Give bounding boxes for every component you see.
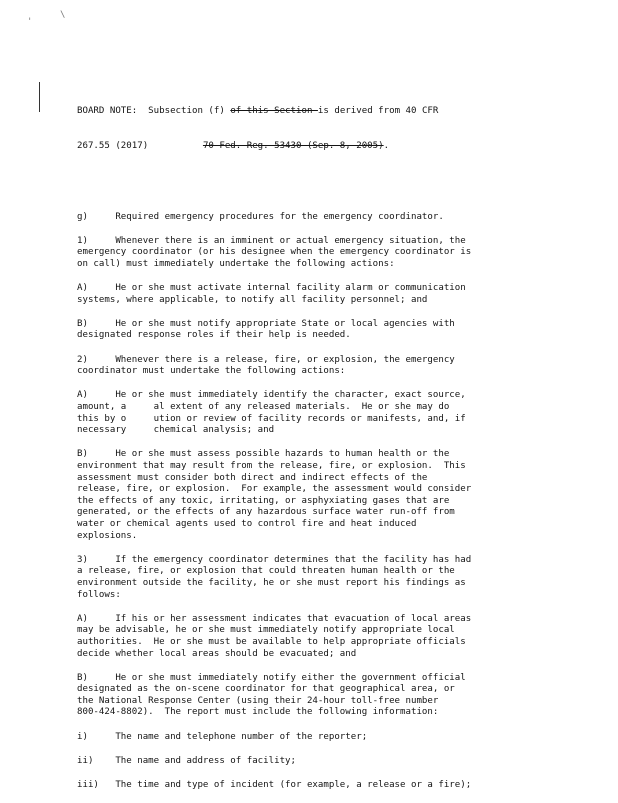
paragraph xyxy=(77,319,547,342)
text-line: B) He or she must assess possible hazards to human health or the xyxy=(77,449,450,460)
text-line: ii) The name and address of facility; xyxy=(77,755,296,766)
text-line: 2) Whenever there is a release, fire, or explosion, the emergency xyxy=(77,354,455,365)
sections xyxy=(77,212,547,792)
text-line: follows: xyxy=(77,589,121,600)
text-line: 800-424-8802). The report must include the following information: xyxy=(77,707,439,718)
paragraph xyxy=(77,236,547,271)
board-note-line-2 xyxy=(77,141,547,153)
board-note-text: is derived from 40 CFR xyxy=(317,106,439,117)
text-line: authorities. He or she must be available to help appropriate officials xyxy=(77,636,466,647)
paragraph xyxy=(77,355,547,378)
text-line: emergency coordinator (or his designee when the emergency coordinator is xyxy=(77,247,472,258)
text-line: i) The name and telephone number of the reporter; xyxy=(77,731,368,742)
deleted-text: of this Section xyxy=(230,106,318,117)
text-line: the effects of any toxic, irritating, or asphyxiating gases that are xyxy=(77,495,450,506)
board-note-text: . xyxy=(383,140,390,151)
paragraph xyxy=(77,449,547,542)
text-line: assessment must consider both direct and indirect effects of the xyxy=(77,472,428,483)
text-line: the National Response Center (using their 24-hour toll-free number xyxy=(77,695,439,706)
paragraph xyxy=(77,283,547,306)
paragraph xyxy=(77,555,547,601)
paragraph xyxy=(77,614,547,660)
text-line: may be advisable, he or she must immediately notify appropriate local xyxy=(77,625,455,636)
text-line: B) He or she must immediately notify either the government official xyxy=(77,672,466,683)
paragraph xyxy=(77,780,547,792)
text-line: decide whether local areas should be evacuated; and xyxy=(77,648,357,659)
text-line: 3) If the emergency coordinator determines that the facility has had xyxy=(77,554,472,565)
text-line: water or chemical agents used to control fire and heat induced xyxy=(77,518,417,529)
text-line: release, fire, or explosion. For example, the assessment would consider xyxy=(77,484,472,495)
scan-speck-1: ' xyxy=(27,17,33,27)
board-note-line-1 xyxy=(77,106,547,118)
text-line: this by o ution or review of facility records or manifests, and, if xyxy=(77,413,466,424)
text-line: 1) Whenever there is an imminent or actual emergency situation, the xyxy=(77,235,466,246)
regulation-text xyxy=(77,83,547,803)
board-note-text: BOARD NOTE: Subsection (f) xyxy=(77,106,231,117)
text-line: environment that may result from the release, fire, or explosion. This xyxy=(77,461,466,471)
text-line: environment outside the facility, he or she must report his findings as xyxy=(77,577,466,588)
text-line: A) If his or her assessment indicates that evacuation of local areas xyxy=(77,613,472,624)
margin-change-bar xyxy=(39,82,40,112)
text-line: B) He or she must notify appropriate State or local agencies with xyxy=(77,318,455,329)
text-line: explosions. xyxy=(77,530,138,541)
scan-speck-2: \ xyxy=(60,10,66,20)
paragraph xyxy=(77,390,547,436)
text-line: systems, where applicable, to notify all facility personnel; and xyxy=(77,294,428,305)
text-line: iii) The time and type of incident (for example, a release or a fire); xyxy=(77,780,472,791)
text-line: on call) must immediately undertake the following actions: xyxy=(77,258,395,269)
text-line: A) He or she must immediately identify the character, exact source, xyxy=(77,390,466,401)
text-line: a release, fire, or explosion that could threaten human health or the xyxy=(77,566,455,577)
text-line: amount, a al extent of any released materials. He or she may do xyxy=(77,402,450,413)
deleted-text: 70 Fed. Reg. 53430 (Sep. 8, 2005) xyxy=(202,140,384,151)
text-line: designated response roles if their help is needed. xyxy=(77,330,351,341)
text-line: g) Required emergency procedures for the emergency coordinator. xyxy=(77,211,444,222)
text-line: A) He or she must activate internal facility alarm or communication xyxy=(77,283,466,294)
paragraph xyxy=(77,732,547,744)
text-line: coordinator must undertake the following actions: xyxy=(77,366,346,377)
paragraph xyxy=(77,756,547,768)
paragraph xyxy=(77,673,547,719)
text-line: generated, or the effects of any hazardous surface water run-off from xyxy=(77,507,455,518)
paragraph xyxy=(77,212,547,224)
text-line: necessary chemical analysis; and xyxy=(77,425,275,436)
board-note-text: 267.55 (2017) xyxy=(77,140,149,151)
text-line: designated as the on-scene coordinator for that geographical area, or xyxy=(77,684,455,695)
